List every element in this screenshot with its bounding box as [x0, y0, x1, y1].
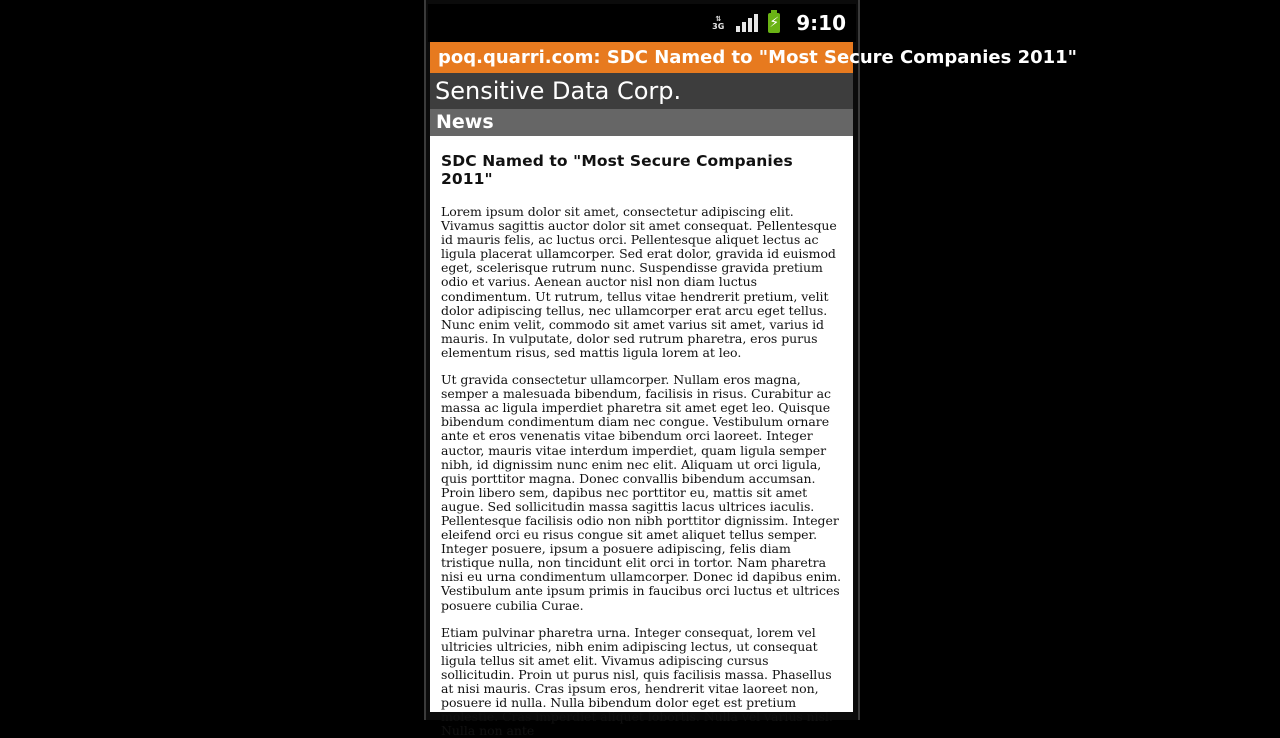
window-title-bar: poq.quarri.com: SDC Named to "Most Secure Companies 2011": [430, 42, 853, 73]
article-paragraph: Lorem ipsum dolor sit amet, consectetur adipiscing elit. Vivamus sagittis auctor dolor sit amet consequat. Pellentesque id mauris felis, ac luctus orci. Pellentesque aliquet lectus ac ligula placerat ullamcorper. Sed erat dolor, gravida id euismod eget, scelerisque rutrum nunc. Suspendisse gravida pretium odio et varius. Aenean auctor nisl non diam luctus condimentum. Ut rutrum, tellus vitae hendrerit pretium, velit dolor adipiscing tellus, nec ullamcorper erat arcu eget tellus. Nunc enim velit, commodo sit amet varius sit amet, varius id mauris. In vulputate, dolor sed rutrum pharetra, eros purus elementum risus, sed mattis ligula lorem at leo.: [441, 204, 837, 360]
app-title: Sensitive Data Corp.: [430, 73, 853, 109]
network-label: 3G: [712, 21, 725, 31]
article-paragraph: Etiam pulvinar pharetra urna. Integer consequat, lorem vel ultricies ultricies, nibh enim adipiscing lectus, ut consequat ligula tellus sit amet elit. Vivamus adipiscing cursus sollicitudin. Proin ut purus nisl, quis facilisis massa. Phasellus at nisi mauris. Cras ipsum eros, hendrerit vitae laoreet non, posuere id nulla. Nulla bibendum dolor eget est pretium molestie. Cras imperdiet aliquet lobortis. Nulla vel varius nisl. Nulla non ante: [441, 624, 833, 738]
article-title: SDC Named to "Most Secure Companies 2011": [441, 152, 793, 188]
signal-strength-icon: [736, 14, 758, 32]
article-paragraph: Ut gravida consectetur ullamcorper. Nullam eros magna, semper a malesuada bibendum, facilisis in risus. Curabitur ac massa ac ligula imperdiet pharetra sit amet eget leo. Quisque bibendum condimentum diam nec congue. Vestibulum ornare ante et eros venenatis vitae bibendum orci laoreet. Integer auctor, mauris vitae interdum imperdiet, quam ligula semper nibh, id dignissim nunc enim nec elit. Aliquam ut orci ligula, quis porttitor magna. Donec convallis bibendum accumsan. Proin libero sem, dapibus nec porttitor eu, mattis sit amet augue. Sed sollicitudin massa sagittis lacus ultrices iaculis. Pellentesque facilisis odio non nibh porttitor dignissim. Integer eleifend orci eu risus congue sit amet aliquet tellus semper. Integer posuere, ipsum a posuere adipiscing, felis diam tristique nulla, non tincidunt elit orci in tortor. Nam pharetra nisi eu urna condimentum ullamcorper. Donec id dapibus enim. Vestibulum ante ipsum primis in faucibus orci luctus et ultrices posuere cubilia Curae.: [441, 372, 842, 613]
status-time: 9:10: [796, 11, 846, 35]
3g-data-icon: ⇅ 3G: [712, 14, 725, 31]
article-content[interactable]: [430, 136, 853, 738]
battery-charging-icon: ⚡: [769, 15, 780, 31]
status-bar: [428, 4, 856, 42]
section-header-news: News: [430, 109, 853, 136]
